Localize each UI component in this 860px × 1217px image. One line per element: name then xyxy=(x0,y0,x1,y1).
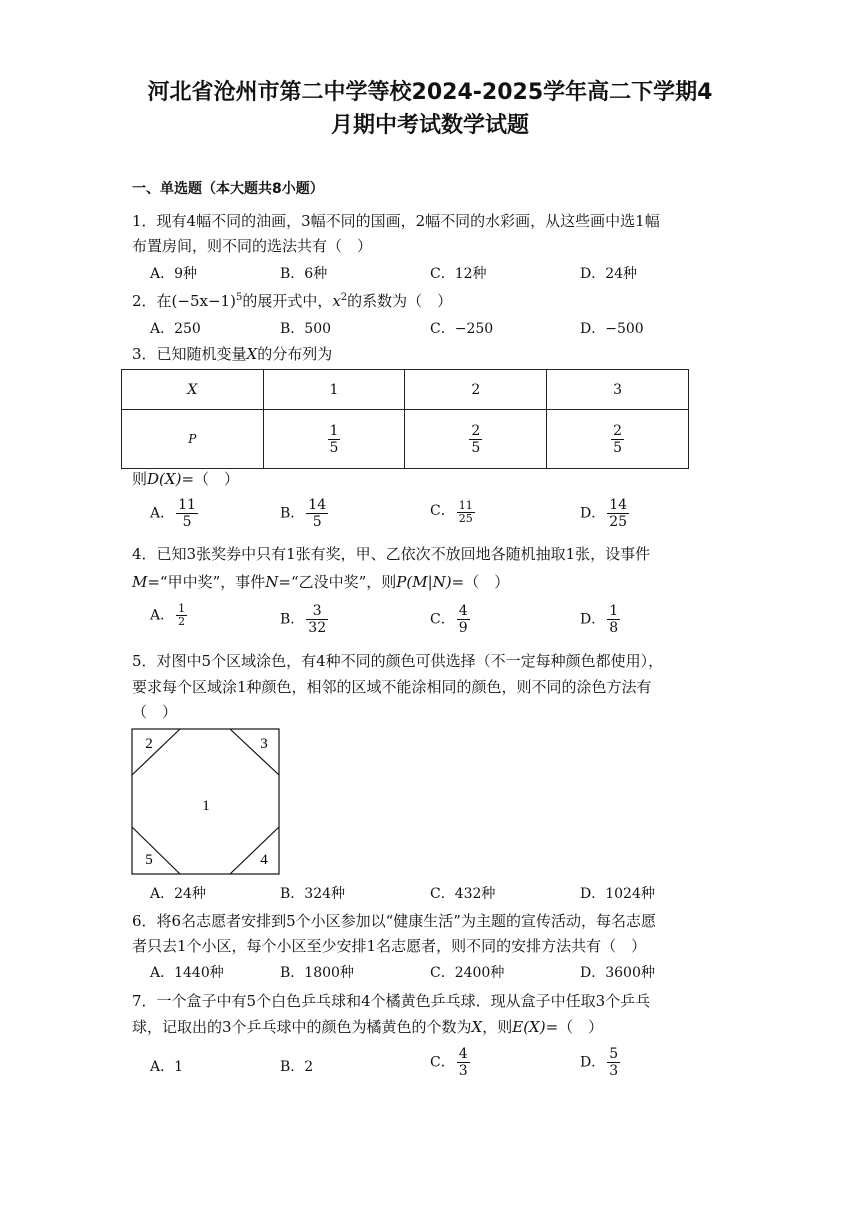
q1-option-a: A．9种 xyxy=(150,266,198,282)
region-label-2: 2 xyxy=(145,736,153,752)
q1-option-c: C．12种 xyxy=(430,266,487,282)
option-label: D． xyxy=(580,505,606,522)
corner-line-bottom-left xyxy=(132,827,180,874)
region-label-4: 4 xyxy=(260,852,268,868)
corner-line-top-left xyxy=(132,729,180,775)
fraction xyxy=(457,500,475,525)
q2-option-c: C．−250 xyxy=(430,321,494,337)
numerator: 4 xyxy=(458,1046,468,1062)
denominator: 5 xyxy=(613,439,623,456)
denominator: 9 xyxy=(458,620,468,636)
q4-option-a xyxy=(150,603,189,628)
q4-m-text: =“甲中奖”，事件 xyxy=(147,573,266,591)
numerator: 1 xyxy=(178,602,186,615)
q2-option-a: A．250 xyxy=(150,321,201,337)
coloring-regions-figure xyxy=(131,728,281,876)
table-row xyxy=(122,410,689,469)
q5-text-line-3: （ ） xyxy=(132,703,178,721)
q3-variable: X xyxy=(246,345,258,363)
q3-option-d xyxy=(580,497,631,530)
q1-option-d: D．24种 xyxy=(580,266,638,282)
numerator: 11 xyxy=(458,499,473,512)
q3-option-b xyxy=(280,497,330,530)
q6-option-c: C．2400种 xyxy=(430,965,505,981)
fraction xyxy=(306,603,328,636)
option-label: A． xyxy=(150,505,175,522)
q1-text-line-2: 布置房间，则不同的选法共有（ ） xyxy=(132,237,373,255)
q6-text-line-2: 者只去1个小区，每个小区至少安排1名志愿者，则不同的安排方法共有（ ） xyxy=(132,937,647,955)
exam-title-line-2: 月期中考试数学试题 xyxy=(330,113,529,138)
denominator: 3 xyxy=(458,1063,468,1079)
denominator: 5 xyxy=(182,514,192,530)
q3-text-post: 的分布列为 xyxy=(257,345,333,363)
q7-expectation: E(X) xyxy=(512,1018,546,1036)
table-cell: 1 xyxy=(263,370,405,410)
fraction xyxy=(469,423,482,456)
q5-option-c: C．432种 xyxy=(430,886,496,902)
q2-variable: x xyxy=(332,292,341,310)
q3-ask-expression: D(X) xyxy=(147,470,182,488)
q6-option-b: B．1800种 xyxy=(280,965,354,981)
option-label: D． xyxy=(580,1054,606,1071)
numerator: 1 xyxy=(609,603,619,619)
denominator: 5 xyxy=(329,439,339,456)
q7-variable: X xyxy=(471,1018,483,1036)
q6-option-d: D．3600种 xyxy=(580,965,655,981)
q2-text xyxy=(132,290,452,311)
distribution-table xyxy=(121,369,689,469)
numerator: 14 xyxy=(308,497,327,513)
q5-option-a: A．24种 xyxy=(150,886,206,902)
q4-text-line-1: 4．已知3张奖券中只有1张有奖，甲、乙依次不放回地各随机抽取1张，设事件 xyxy=(132,545,651,563)
denominator: 2 xyxy=(178,615,186,628)
q4-n-text: =“乙没中奖”，则 xyxy=(278,573,397,591)
option-label: B． xyxy=(280,1059,305,1075)
q3-ask-pre: 则 xyxy=(132,470,148,488)
table-header-cell: P xyxy=(122,410,264,469)
option-label: D． xyxy=(580,611,606,628)
numerator: 5 xyxy=(609,1046,619,1062)
q5-option-b: B．324种 xyxy=(280,886,346,902)
region-label-1: 1 xyxy=(202,798,210,814)
q2-suffix: 的系数为（ ） xyxy=(347,292,453,310)
fraction xyxy=(611,423,624,456)
option-label: B． xyxy=(280,611,305,628)
table-cell xyxy=(263,410,405,469)
numerator: 14 xyxy=(609,497,628,513)
q2-exponent: 5 xyxy=(235,292,243,303)
q7-line2-mid: ，则 xyxy=(482,1018,513,1036)
exam-title-line-1: 河北省沧州市第二中学等校2024-2025学年高二下学期4 xyxy=(147,80,713,105)
numerator: 3 xyxy=(306,603,328,620)
option-label: C． xyxy=(430,503,455,519)
table-cell: 3 xyxy=(547,370,689,410)
q7-option-b xyxy=(280,1056,313,1076)
q6-option-a: A．1440种 xyxy=(150,965,224,981)
denominator: 3 xyxy=(609,1063,619,1079)
q4-probability: P(M|N) xyxy=(396,573,452,591)
fraction xyxy=(306,497,328,530)
denominator: 8 xyxy=(609,620,619,636)
numerator: 1 xyxy=(329,422,339,439)
table-cell xyxy=(547,410,689,469)
q7-text-line-2 xyxy=(132,1016,603,1037)
corner-line-top-right xyxy=(230,729,279,775)
fraction xyxy=(457,1046,470,1079)
q2-prefix: 2．在 xyxy=(132,292,172,310)
denominator: 5 xyxy=(312,514,322,530)
q3-text-pre: 3．已知随机变量 xyxy=(132,345,247,363)
fraction xyxy=(328,423,341,456)
fraction xyxy=(607,1046,620,1079)
q2-option-b: B．500 xyxy=(280,321,332,337)
fraction xyxy=(607,497,629,530)
table-row xyxy=(122,370,689,410)
denominator: 32 xyxy=(308,620,327,636)
q1-option-b: B．6种 xyxy=(280,266,328,282)
q2-variable-exponent: 2 xyxy=(340,292,348,303)
q6-text-line-1: 6．将6名志愿者安排到5个小区参加以“健康生活”为主题的宣传活动，每名志愿 xyxy=(132,912,656,930)
q7-line2-pre: 球，记取出的3个乒乓球中的颜色为橘黄色的个数为 xyxy=(132,1018,472,1036)
q4-option-c xyxy=(430,603,472,636)
option-label: C． xyxy=(430,1054,455,1071)
q5-text-line-2: 要求每个区域涂1种颜色，相邻的区域不能涂相同的颜色，则不同的涂色方法有 xyxy=(132,678,652,696)
numerator: 4 xyxy=(458,603,468,619)
q4-event-n: N xyxy=(265,573,279,591)
q5-text-line-1: 5．对图中5个区域涂色，有4种不同的颜色可供选择（不一定每种颜色都使用）， xyxy=(132,652,664,670)
q2-expression: (−5x−1) xyxy=(171,292,236,310)
q3-option-a xyxy=(150,497,200,530)
option-label: C． xyxy=(430,611,455,628)
fraction xyxy=(176,603,187,628)
fraction xyxy=(607,603,620,636)
option-value: 1 xyxy=(174,1059,184,1075)
table-header-cell: X xyxy=(122,370,264,410)
corner-line-bottom-right xyxy=(230,827,279,874)
q5-option-d: D．1024种 xyxy=(580,886,655,902)
option-label: A． xyxy=(150,607,175,624)
denominator: 5 xyxy=(471,439,481,456)
q2-option-d: D．−500 xyxy=(580,321,644,337)
q7-option-a xyxy=(150,1056,183,1076)
q4-text-line-2 xyxy=(132,571,509,592)
section-heading: 一、单选题（本大题共8小题） xyxy=(132,181,324,197)
q1-text-line-1: 1．现有4幅不同的油画，3幅不同的国画，2幅不同的水彩画，从这些画中选1幅 xyxy=(132,212,660,230)
region-label-5: 5 xyxy=(145,852,153,868)
q3-question xyxy=(132,468,239,489)
option-label: B． xyxy=(280,505,305,522)
q7-line2-post: =（ ） xyxy=(545,1018,604,1036)
fraction xyxy=(457,603,470,636)
q4-event-m: M xyxy=(132,573,148,591)
option-label: A． xyxy=(150,1059,175,1075)
table-cell: 2 xyxy=(405,370,547,410)
q4-tail: =（ ） xyxy=(451,573,510,591)
denominator: 25 xyxy=(609,514,628,530)
q3-ask-post: =（ ） xyxy=(181,470,240,488)
q4-option-b xyxy=(280,603,330,636)
q7-option-d xyxy=(580,1046,622,1079)
q3-option-c xyxy=(430,497,477,525)
fraction xyxy=(176,497,198,530)
table-cell xyxy=(405,410,547,469)
option-value: 2 xyxy=(304,1059,314,1075)
q2-mid: 的展开式中， xyxy=(242,292,333,310)
denominator: 25 xyxy=(458,512,473,525)
q3-text xyxy=(132,343,332,364)
q4-option-d xyxy=(580,603,622,636)
q7-text-line-1: 7．一个盒子中有5个白色乒乓球和4个橘黄色乒乓球．现从盒子中任取3个乒乓 xyxy=(132,992,651,1010)
numerator: 2 xyxy=(471,422,481,439)
region-label-3: 3 xyxy=(260,736,268,752)
numerator: 2 xyxy=(613,422,623,439)
q7-option-c xyxy=(430,1046,472,1079)
numerator: 11 xyxy=(178,497,196,513)
